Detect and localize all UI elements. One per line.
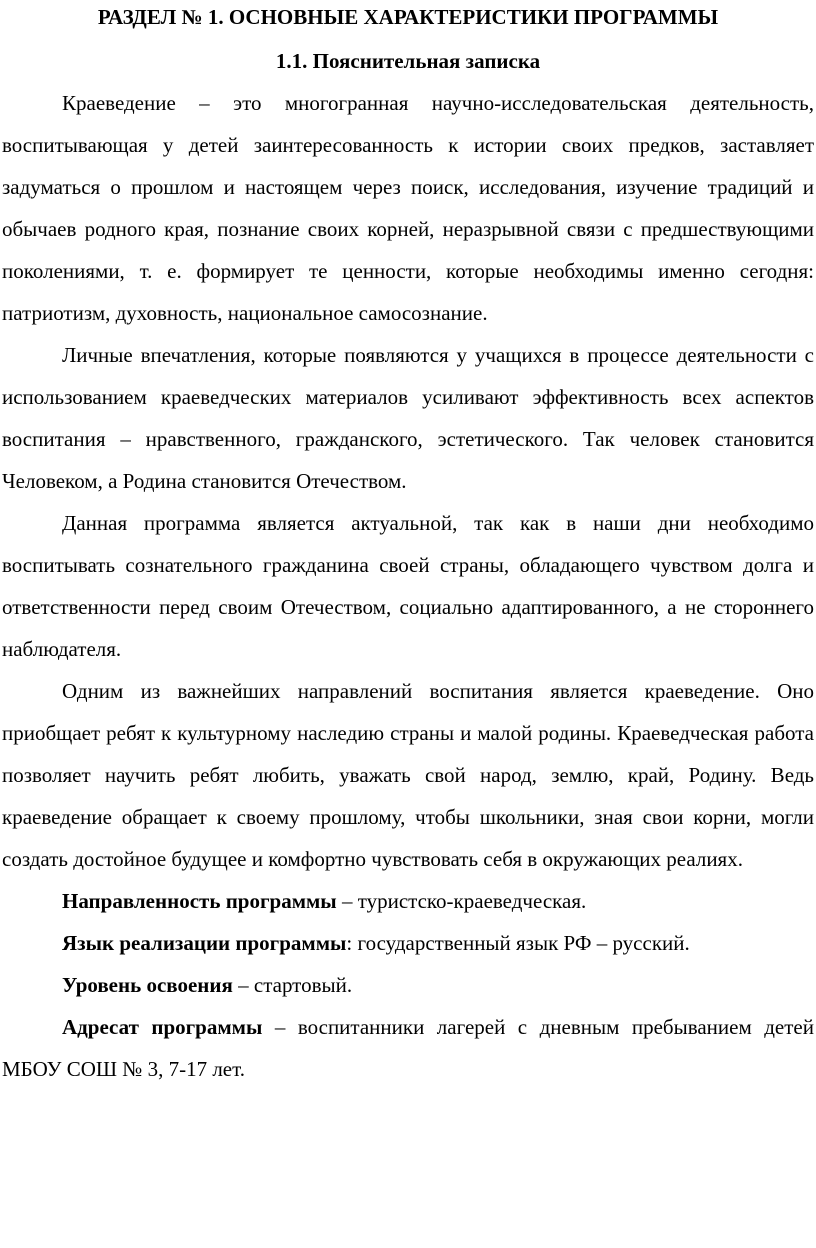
property-orientation bbox=[2, 880, 814, 922]
paragraph-3: Данная программа является актуальной, так как в наши дни необходимо воспитывать сознательного гражданина своей страны, обладающего чувством долга и ответственности перед своим Отечеством, социально адаптированного, а не стороннего наблюдателя. bbox=[2, 511, 814, 661]
paragraph-2: Личные впечатления, которые появляются у учащихся в процессе деятельности с использованием краеведческих материалов усиливают эффективность всех аспектов воспитания – нравственного, гражданского, эстетического. Так человек становится Человеком, а Родина становится Отечеством. bbox=[2, 343, 814, 493]
subsection-title: 1.1. Пояснительная записка bbox=[275, 49, 541, 73]
paragraph-4: Одним из важнейших направлений воспитания является краеведение. Оно приобщает ребят к культурному наследию страны и малой родины. Краеведческая работа позволяет научить ребят любить, уважать свой народ, землю, край, Родину. Ведь краеведение обращает к своему прошлому, чтобы школьники, зная свои корни, могли создать достойное будущее и комфортно чувствовать себя в окружающих реалиях. bbox=[2, 679, 814, 871]
property-separator: – bbox=[336, 889, 358, 913]
property-value: государственный язык РФ – русский. bbox=[357, 931, 690, 955]
property-label: Направленность программы bbox=[62, 889, 337, 913]
property-language bbox=[2, 922, 814, 964]
property-value: туристско-краеведческая. bbox=[357, 889, 587, 913]
property-separator: : bbox=[346, 931, 358, 955]
property-separator: – bbox=[232, 973, 254, 997]
property-label: Адресат программы bbox=[62, 1015, 263, 1039]
section-title: РАЗДЕЛ № 1. ОСНОВНЫЕ ХАРАКТЕРИСТИКИ ПРОГРАММЫ bbox=[97, 5, 719, 29]
property-audience bbox=[2, 1006, 814, 1090]
property-level bbox=[2, 964, 814, 1006]
property-label: Язык реализации программы bbox=[62, 931, 347, 955]
paragraph-1: Краеведение – это многогранная научно-исследовательская деятельность, воспитывающая у детей заинтересованность к истории своих предков, заставляет задуматься о прошлом и настоящем через поиск, исследования, изучение традиций и обычаев родного края, познание своих корней, неразрывной связи с предшествующими поколениями, т. е. формирует те ценности, которые необходимы именно сегодня: патриотизм, духовность, национальное самосознание. bbox=[2, 91, 814, 325]
property-value: стартовый. bbox=[253, 973, 353, 997]
property-label: Уровень освоения bbox=[62, 973, 233, 997]
property-value: воспитанники лагерей с дневным пребыванием детей МБОУ СОШ № 3, 7-17 лет. bbox=[2, 1015, 814, 1081]
property-separator: – bbox=[262, 1015, 298, 1039]
